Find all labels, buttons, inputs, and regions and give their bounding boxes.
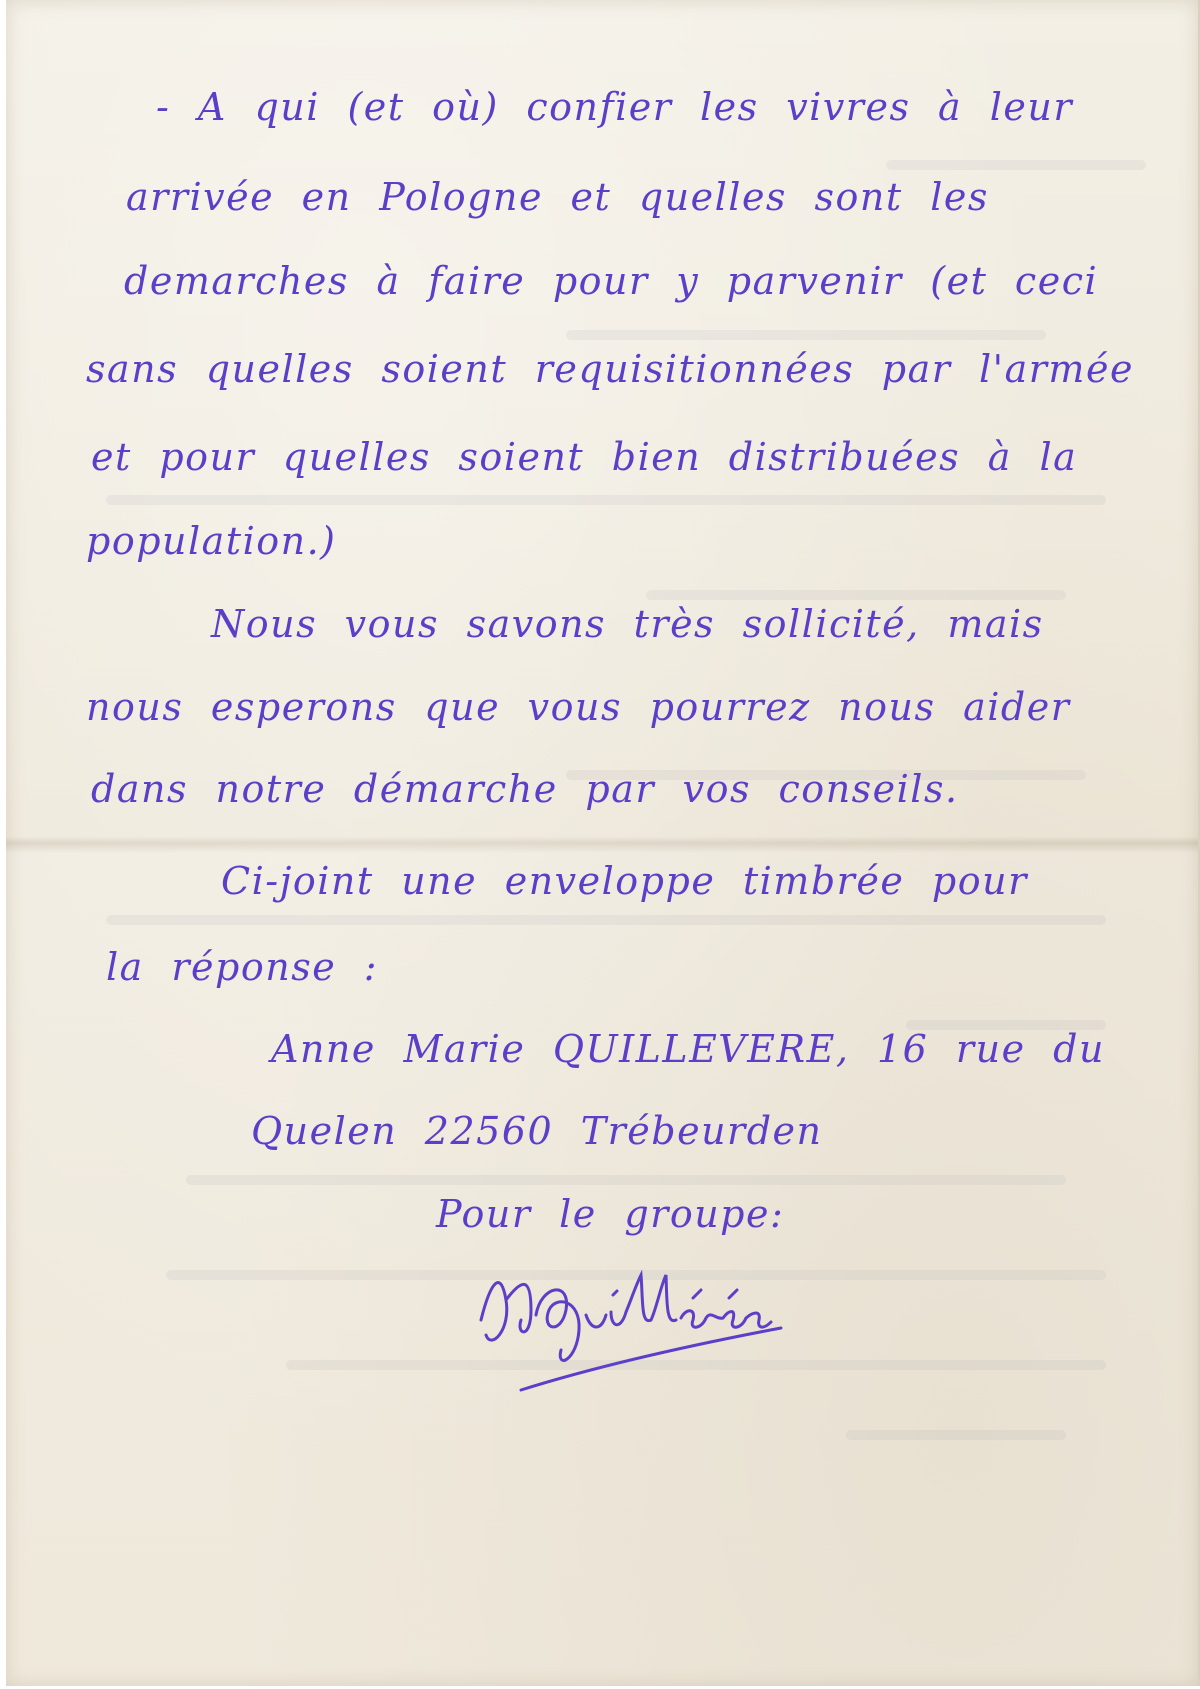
letter-line-7: Nous vous savons très sollicité, mais (211, 602, 1044, 646)
letter-line-2: arrivée en Pologne et quelles sont les (126, 175, 989, 219)
letter-line-4: sans quelles soient requisitionnées par l'armée (86, 347, 1134, 391)
handwritten-signature (461, 1240, 801, 1410)
show-through-text (6, 0, 1198, 1686)
letter-page (6, 0, 1200, 1686)
letter-line-5: et pour quelles soient bien distribuées à la (91, 435, 1078, 479)
letter-line-10: Ci-joint une enveloppe timbrée pour (221, 859, 1028, 903)
letter-line-6: population.) (86, 519, 337, 563)
letter-line-11: la réponse : (106, 945, 379, 989)
letter-line-8: nous esperons que vous pourrez nous aider (86, 685, 1071, 729)
letter-line-12: Anne Marie QUILLEVERE, 16 rue du (271, 1027, 1105, 1071)
letter-line-3: demarches à faire pour y parvenir (et ceci (124, 259, 1099, 303)
letter-line-13: Quelen 22560 Trébeurden (251, 1109, 823, 1153)
letter-line-14: Pour le groupe: (436, 1192, 785, 1236)
letter-line-1: - A qui (et où) confier les vivres à leur (156, 85, 1074, 129)
letter-line-9: dans notre démarche par vos conseils. (91, 767, 959, 811)
